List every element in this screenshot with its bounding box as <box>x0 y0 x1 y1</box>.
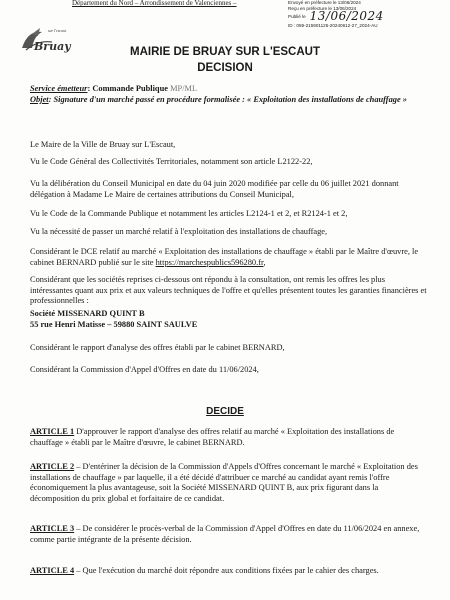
objet-value: : Signature d'un marché passé en procédure formalisée : « Exploitation des installations de chauffage » <box>48 95 407 104</box>
stamp-received-line: Reçu en préfecture le 13/06/2024 <box>288 5 357 11</box>
dce-text-end: , <box>263 257 266 267</box>
service-line <box>30 84 428 95</box>
service-label: Service émetteur <box>30 84 88 93</box>
logo-wordmark: Bruay <box>34 40 71 53</box>
paragraph-vu-necessite: Vu la nécessité de passer un marché relatif à l'exploitation des installations de chauffage, <box>30 227 328 236</box>
page-subtitle: DECISION <box>197 62 253 74</box>
paragraph-vu-cgct: Vu le Code Général des Collectivités Territoriales, notamment son article L2122-22, <box>30 157 313 166</box>
paragraph-considerant-rapport: Considérant le rapport d'analyse des offres établi par le cabinet BERNARD, <box>30 343 285 352</box>
stamp-id-line: ID : 059-215901125-20240612-27_2024-AU <box>288 23 378 29</box>
service-reference: MP/ML <box>170 84 198 93</box>
paragraph-considerant-commission: Considérant la Commission d'Appel d'Offres en date du 11/06/2024, <box>30 365 259 374</box>
decide-heading: DECIDE <box>206 406 244 417</box>
article-4 <box>30 566 428 577</box>
company-address: 55 rue Henri Matisse – 59880 SAINT SAULVE <box>30 320 198 329</box>
dce-link[interactable]: https://marchespublics596280.fr <box>155 257 264 267</box>
paragraph-maire: Le Maire de la Ville de Bruay sur L'Escaut, <box>30 140 176 149</box>
paragraph-considerant-societes: Considérant que les sociétés reprises ci-dessous ont répondu à la consultation, ont remis les offres les plus intéressantes quant aux prix et aux valeurs techniques de l'offre et qu'elles présentent toutes les garanties financières et professionnelles : <box>30 275 427 305</box>
company-name: Société MISSENARD QUINT B <box>30 309 145 318</box>
article-3-text: – De considérer le procès-verbal de la Commission d'Appel d'Offres en date du 11/06/2024 en annexe, comme partie intégrante de la présente décision. <box>30 524 420 544</box>
stamp-published-date: 13/06/2024 <box>309 9 384 24</box>
page-title: MAIRIE DE BRUAY SUR L'ESCAUT <box>130 46 320 58</box>
stamp-published-label: Publié le <box>288 14 306 20</box>
article-2-label: ARTICLE 2 <box>30 462 75 471</box>
objet-line <box>30 95 428 106</box>
paragraph-vu-code-commande: Vu le Code de la Commande Publique et notamment les articles L2124-1 et 2, et R2124-1 et 2, <box>30 209 348 218</box>
article-3-label: ARTICLE 3 <box>30 524 75 533</box>
article-2 <box>30 462 428 504</box>
article-2-text: – D'entériner la décision de la Commission d'Appels d'Offres concernant le marché « Exploitation des installations de chauffage » par laquelle, il a été décidé d'attribuer ce marché au candidat ayant remis l'offre économiquement la plus avantageuse, soit la Société MISSENARD QUINT B, aux prix figurant dans la décomposition du prix global et forfaitaire de ce candidat. <box>30 462 418 503</box>
paragraph-vu-deliberation: Vu la délibération du Conseil Municipal en date du 04 juin 2020 modifiée par celle du 06 juillet 2021 donnant délégation à Madame Le Maire de certaines attributions du Conseil Municipal, <box>30 179 399 199</box>
article-1 <box>30 427 428 448</box>
dce-text: Considérant le DCE relatif au marché « Exploitation des installations de chauffage » établi par le Maître d'œuvre, le cabinet BERNARD publié sur le site <box>30 247 419 267</box>
article-3 <box>30 524 428 545</box>
stamp-published-line <box>288 11 448 23</box>
article-4-text: – Que l'exécution du marché doit répondre aux conditions fixées par le cahier des charges. <box>74 566 379 575</box>
prefecture-stamp <box>288 0 448 40</box>
stamp-sent-line: Envoyé en préfecture le 13/06/2024 <box>288 0 361 5</box>
service-value: : Commande Publique <box>87 84 168 93</box>
logo-subtitle: sur l'escaut <box>48 28 67 33</box>
article-1-text: D'approuver le rapport d'analyse des offres relatif au marché « Exploitation des installations de chauffage » établi par le Maître d'œuvre, le cabinet BERNARD. <box>30 427 395 447</box>
article-1-label: ARTICLE 1 <box>30 427 75 436</box>
department-header: Département du Nord – Arrondissement de Valenciennes – <box>72 0 237 7</box>
objet-label: Objet <box>30 95 49 104</box>
article-4-label: ARTICLE 4 <box>30 566 75 575</box>
paragraph-considerant-dce <box>30 247 428 268</box>
